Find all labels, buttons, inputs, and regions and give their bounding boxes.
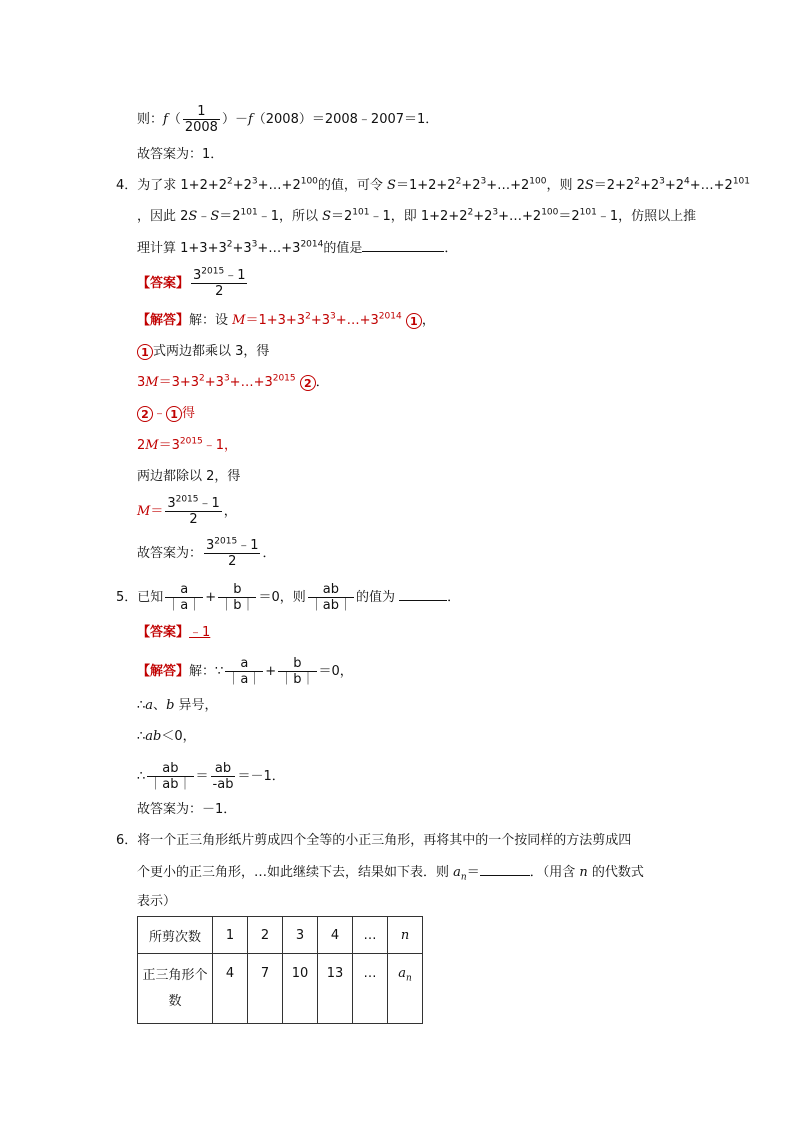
table-header-cell [138,954,213,1024]
answer-blank[interactable] [480,863,530,876]
exp: 2015 [179,436,203,447]
table-cell [388,954,423,1024]
fraction-num: ab [147,761,193,777]
q4-solution-step7 [137,496,237,527]
answer-tag: 【答案】 [137,276,190,291]
text: +2 [664,178,685,193]
text: ＝－1． [237,769,285,784]
circled-number: 2 [300,375,316,391]
text: 2 [137,438,146,453]
text: ＝ [195,769,209,784]
fraction-den: ｜a｜ [227,672,262,687]
text: b [233,598,242,613]
fraction [183,104,220,135]
table-cell: 2 [248,917,283,954]
fraction [191,268,247,299]
text: ＝0，则 [258,590,306,605]
text: ∴ [137,729,146,744]
text: 故答案为： [137,546,203,561]
text: ＝2 [558,209,580,224]
text: a [240,672,249,687]
text: 4．为了求 1+2+2 [116,178,228,193]
text: ＝2 [331,209,353,224]
exp: 100 [300,176,318,187]
q4-solution-step4 [137,405,195,423]
exp: 2015 [272,373,296,384]
fraction-den: 2 [215,284,224,299]
text: ＝2 [219,209,241,224]
table-cell: n [388,917,423,954]
exp: 2 [226,239,233,250]
exp: 2014 [300,239,324,250]
text: +2 [473,209,493,224]
fraction [165,496,221,527]
fraction [204,538,260,569]
exp: 2 [467,207,474,218]
math-var: S [584,178,594,193]
text: 的代数式 [587,865,644,880]
exp: 2015 [201,266,225,277]
fraction [225,656,263,687]
table-cell: … [353,954,388,1024]
fraction-num: b [278,656,316,672]
q4-final-answer [137,538,276,569]
text: +3 [204,375,224,390]
q5-solution-step1 [137,656,353,687]
exp: 2 [199,373,205,384]
table-row [138,954,423,1024]
text: ． [444,241,458,256]
fraction-den: ｜a｜ [167,598,202,613]
exp: 3 [659,176,665,187]
math-var: a [145,698,154,713]
math-var: M [145,375,159,390]
exp: 3 [223,373,230,384]
text: + [205,590,217,605]
fraction [147,761,193,792]
cut-count-table [137,916,423,1024]
q4-line1 [116,177,750,195]
text: 的值，可令 [317,178,388,193]
text: 解：设 [189,313,233,328]
text: ﹣1 [224,268,246,283]
table-cell: 3 [283,917,318,954]
text: ， [223,504,237,519]
text: ＝3+3 [158,375,200,390]
text: 、 [153,698,167,713]
text: （2008）＝2008﹣2007＝1． [252,112,439,127]
answer-blank[interactable] [362,239,444,252]
text: +2 [461,178,481,193]
fraction-num: a [165,582,203,598]
text: 5．已知 [116,590,164,605]
text: ﹣1 [237,538,259,553]
text: ＝0， [318,664,353,679]
text: 数 [168,993,182,1009]
fraction [218,582,256,613]
solution-tag: 【解答】 [137,664,190,679]
text: b [293,672,302,687]
math-var: S [210,209,220,224]
math-var: b [166,698,175,713]
text: +2 [232,178,252,193]
text: +…+3 [257,241,301,256]
text: 解：∵ [189,664,224,679]
q4-line2 [137,208,696,226]
text: +3 [310,313,330,328]
q6-line2 [137,863,644,882]
text: a [180,598,189,613]
text: ＝1+2+2 [395,178,456,193]
fraction-den: 2008 [184,120,218,135]
fraction-den: ｜ab｜ [149,777,192,792]
fraction [165,582,203,613]
q5-answer [137,624,210,642]
exp: 100 [541,207,559,218]
q6-line3: 表示） [137,894,177,909]
q5-solution-step3 [137,728,196,746]
exp: 101 [579,207,597,218]
exp: 101 [240,207,258,218]
fraction-num [191,268,247,284]
table-cell: 7 [248,954,283,1024]
fraction-den: 2 [189,512,198,527]
text: ﹣1， [202,438,238,453]
text: +…+2 [689,178,733,193]
text: + [265,664,277,679]
math-var: S [188,209,198,224]
q4-answer [137,268,249,299]
exp: 101 [352,207,370,218]
answer-blank[interactable] [399,588,447,601]
text: ，因此 2 [137,209,189,224]
fraction-num: ab [308,582,354,598]
text: ，则 2 [546,178,585,193]
math-var: f [163,112,168,127]
fraction-den: ｜ab｜ [309,598,353,613]
fraction-den: -ab [212,777,234,792]
text: ∴ [137,698,146,713]
text: ＝1+3+3 [245,313,306,328]
text: ﹣1，仿照以上推 [596,209,697,224]
text: +2 [639,178,660,193]
exp: 101 [732,176,750,187]
text: 3 [137,375,146,390]
math-var: ab [145,729,162,744]
text: ＜0， [161,729,196,744]
table-cell: 1 [213,917,248,954]
exp: 2 [634,176,640,187]
answer-value: ﹣1 [189,625,211,640]
text: ab [162,777,179,792]
text: 异号， [174,698,218,713]
table-header-cell: 所剪次数 [138,917,213,954]
text: +…+2 [257,178,301,193]
q6-line1: 6．将一个正三角形纸片剪成四个全等的小正三角形，再将其中的一个按同样的方法剪成四 [116,833,632,848]
fraction [308,582,354,613]
text: 的值为 [356,590,396,605]
text: ． [447,590,461,605]
solution-tag: 【解答】 [137,313,190,328]
table-cell: … [353,917,388,954]
text: 3 [193,268,202,283]
text: 得 [182,406,196,421]
table-cell: 4 [213,954,248,1024]
text: +…+3 [335,313,379,328]
q4-solution-step2 [137,343,269,361]
circled-number: 2 [137,406,153,422]
text: ）－ [221,112,248,127]
exp: 3 [480,176,487,187]
text: ﹣1，即 1+2+2 [369,209,468,224]
text: ﹣1，所以 [257,209,323,224]
math-var: M [145,438,159,453]
table-cell: 4 [318,917,353,954]
exp: 100 [529,176,547,187]
text: 则： [137,112,164,127]
fraction-num: 1 [183,104,220,120]
math-var: M [232,313,246,328]
circled-number: 1 [166,406,182,422]
fraction [278,656,316,687]
q5-final-answer: 故答案为：－1． [137,802,237,817]
text: 式两边都乘以 3，得 [153,344,270,359]
q4-solution-step5 [137,437,237,455]
exp: 2015 [175,494,199,505]
q4-solution-step6: 两边都除以 2，得 [137,469,241,484]
fraction-num: ab [211,761,236,777]
fraction-den: ｜b｜ [280,672,315,687]
math-var: a [453,865,461,880]
math-var: a [398,966,406,981]
text: 的值是 [323,241,363,256]
text: ﹣ [197,209,211,224]
text: ∴ [137,769,146,784]
subscript: n [405,973,412,984]
exp: 3 [251,176,258,187]
text: +3 [232,241,252,256]
text: ＝3 [158,438,180,453]
q5-stem [116,582,460,613]
math-var: S [322,209,332,224]
fraction-den: 2 [228,554,237,569]
q4-solution-step1 [137,312,435,330]
text: 个更小的正三角形，…如此继续下去，结果如下表．则 [137,865,454,880]
prev-solution-line1 [137,104,438,135]
fraction [211,761,236,792]
text: ． [262,546,276,561]
subscript: n [460,872,467,883]
text: 理计算 1+3+3 [137,241,227,256]
fraction-den: ｜b｜ [220,598,255,613]
q5-solution-step2 [137,697,218,715]
q5-solution-step4 [137,761,285,792]
text: ， [421,313,435,328]
exp: 2 [227,176,233,187]
exp: 3 [329,311,336,322]
exp: 2 [455,176,462,187]
text: ab [322,598,339,613]
exp: 3 [492,207,499,218]
exp: 4 [684,176,690,187]
text: ﹣1 [198,496,220,511]
q4-line3 [137,239,457,258]
text: +…+2 [498,209,542,224]
circled-number: 1 [406,313,422,329]
text: ． [315,375,329,390]
q4-solution-step3 [137,374,329,392]
math-var: f [247,112,253,127]
fraction-num: a [225,656,263,672]
text: ＝ [466,865,480,880]
text: ﹣ [153,406,167,421]
table-row [138,917,423,954]
text: 正三角形个 [142,967,208,983]
exp: 2 [305,311,311,322]
text: ＝ [150,504,164,519]
table-cell: 13 [318,954,353,1024]
text: 3 [167,496,176,511]
exp: 2014 [378,311,402,322]
table-cell: 10 [283,954,318,1024]
fraction-num [204,538,260,554]
math-var: n [579,865,588,880]
text: ＝2+2 [593,178,635,193]
answer-tag: 【答案】 [137,625,190,640]
fraction-num [165,496,221,512]
text: 3 [206,538,215,553]
math-var: S [387,178,396,193]
prev-solution-final: 故答案为：1． [137,147,224,162]
fraction-num: b [218,582,256,598]
math-var: M [137,504,151,519]
text: ．（用含 [529,865,580,880]
exp: 2015 [214,536,238,547]
text: +…+3 [229,375,273,390]
text: +…+2 [486,178,530,193]
exp: 3 [251,239,258,250]
circled-number: 1 [137,344,153,360]
text: （ [167,112,181,127]
